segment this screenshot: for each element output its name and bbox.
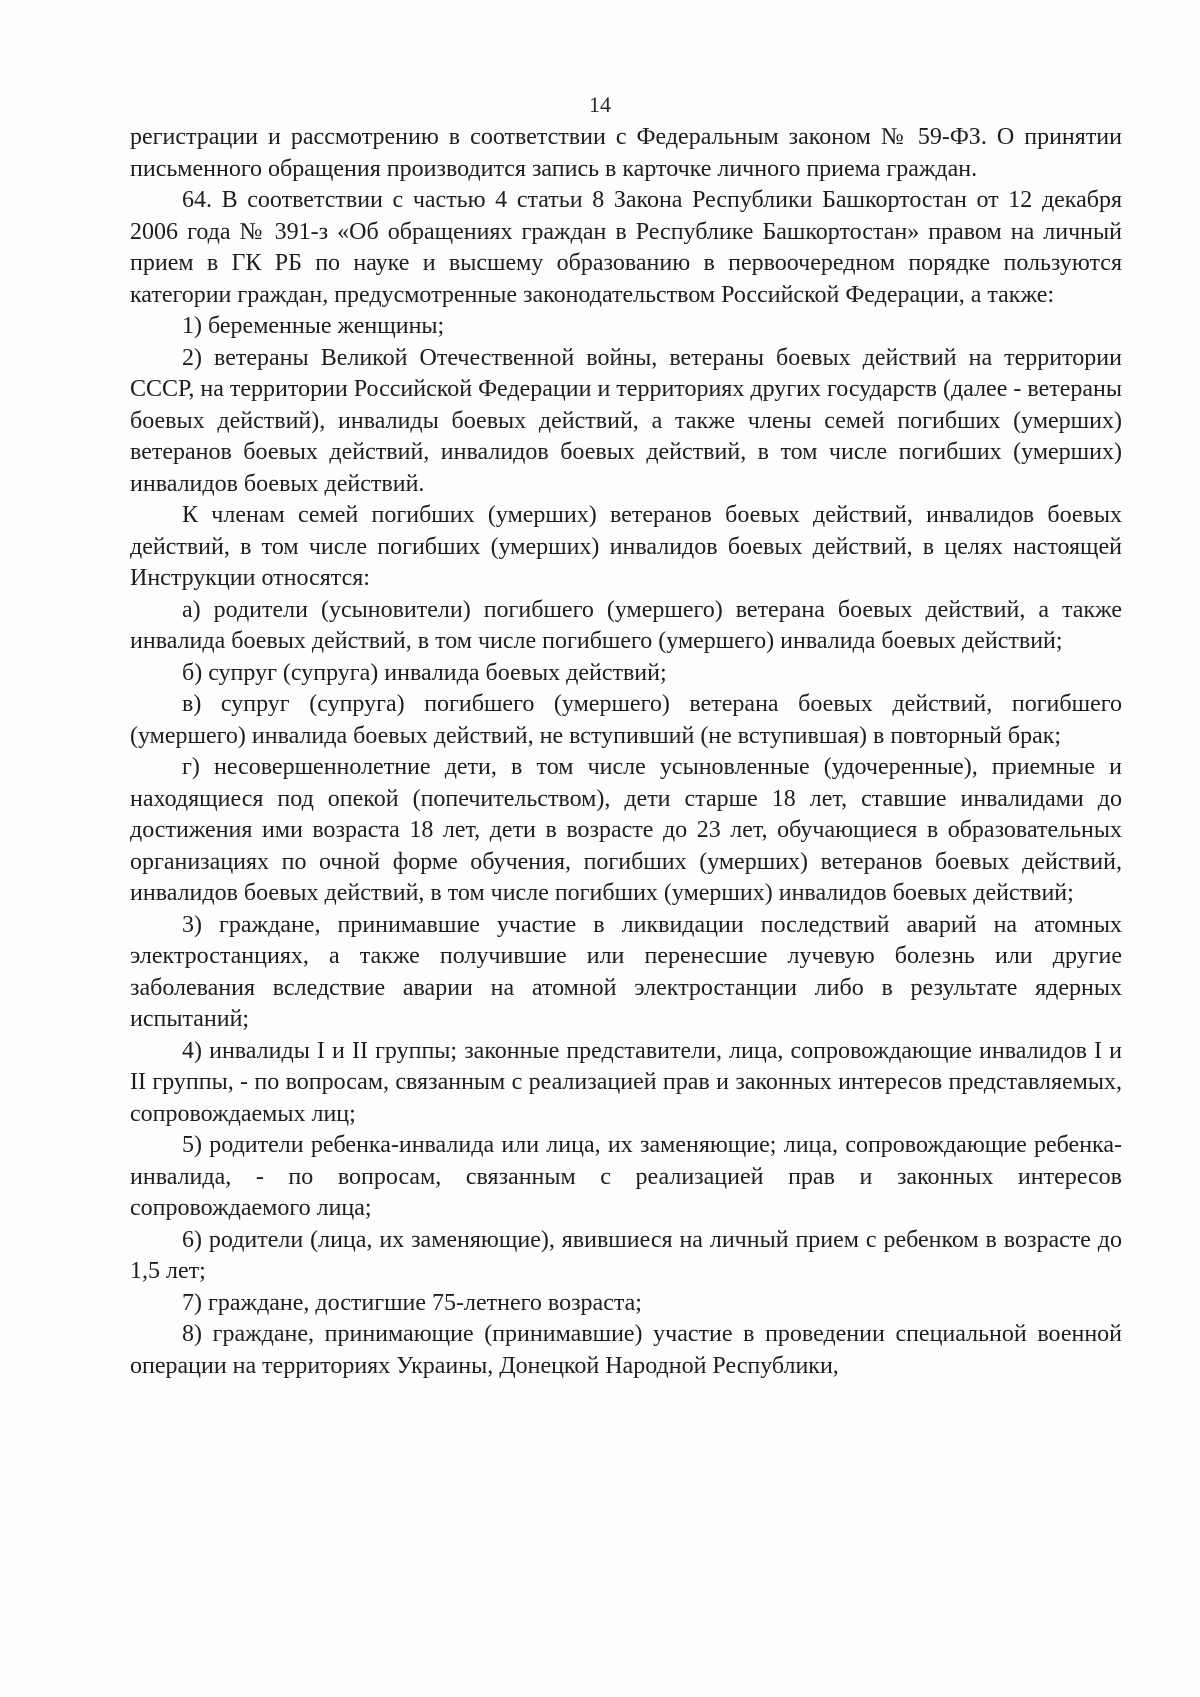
- list-item-1: 1) беременные женщины;: [182, 313, 445, 339]
- list-item-g: г) несовершеннолетние дети, в том числе усыновленные (удочеренные), приемные и находящиеся под опекой (попечительством), дети старше 18 лет, ставшие инвалидами до достижения ими возраста 18 лет, дети в возрасте до 23 лет, обучающиеся в образовательных организациях по очной форме обучения, погибших (умерших) ветеранов боевых действий, инвалидов боевых действий, в том числе погибших (умерших) инвалидов боевых действий;: [130, 754, 1122, 906]
- list-item-v: в) супруг (супруга) погибшего (умершего) ветерана боевых действий, погибшего (умершего) инвалида боевых действий, не вступивший (не вступившая) в повторный брак;: [130, 691, 1122, 749]
- list-item-4: 4) инвалиды I и II группы; законные представители, лица, сопровождающие инвалидов I и II группы, - по вопросам, связанным с реализацией прав и законных интересов представляемых, сопровождаемых лиц;: [130, 1037, 1122, 1127]
- list-item-2: 2) ветераны Великой Отечественной войны, ветераны боевых действий на территории СССР, на территории Российской Федерации и территориях других государств (далее - ветераны боевых действий), инвалиды боевых действий, а также члены семей погибших (умерших) ветеранов боевых действий, инвалидов боевых действий, в том числе погибших (умерших) инвалидов боевых действий.: [130, 344, 1122, 497]
- page-number: 14: [589, 92, 611, 117]
- paragraph-family-intro: К членам семей погибших (умерших) ветеранов боевых действий, инвалидов боевых действий, в том числе погибших (умерших) инвалидов боевых действий, в целях настоящей Инструкции относятся:: [130, 502, 1122, 591]
- list-item-8: 8) граждане, принимающие (принимавшие) участие в проведении специальной военной операции на территориях Украины, Донецкой Народной Республики,: [130, 1321, 1122, 1379]
- list-item-6: 6) родители (лица, их заменяющие), явившиеся на личный прием с ребенком в возрасте до 1,5 лет;: [130, 1226, 1122, 1284]
- list-item-a: а) родители (усыновители) погибшего (умершего) ветерана боевых действий, а также инвалида боевых действий, в том числе погибшего (умершего) инвалида боевых действий;: [130, 596, 1122, 654]
- paragraph-item-64: 64. В соответствии с частью 4 статьи 8 Закона Республики Башкортостан от 12 декабря 2006 года № 391-з «Об обращениях граждан в Республике Башкортостан» правом на личный прием в ГК РБ по науке и высшему образованию в первоочередном порядке пользуются категории граждан, предусмотренные законодательством Российской Федерации, а также:: [130, 187, 1122, 308]
- document-body: [130, 122, 1122, 1382]
- list-item-7: 7) граждане, достигшие 75-летнего возраста;: [182, 1289, 642, 1316]
- list-item-5: 5) родители ребенка-инвалида или лица, их заменяющие; лица, сопровождающие ребенка-инвалида, - по вопросам, связанным с реализацией прав и законных интересов сопровождаемого лица;: [130, 1132, 1122, 1221]
- list-item-3: 3) граждане, принимавшие участие в ликвидации последствий аварий на атомных электростанциях, а также получившие или перенесшие лучевую болезнь или другие заболевания вследствие аварии на атомной электростанции либо в результате ядерных испытаний;: [130, 911, 1122, 1032]
- list-item-b: б) супруг (супруга) инвалида боевых действий;: [182, 659, 667, 686]
- paragraph-continuation: регистрации и рассмотрению в соответствии с Федеральным законом № 59-ФЗ. О принятии письменного обращения производится запись в карточке личного приема граждан.: [130, 124, 1122, 182]
